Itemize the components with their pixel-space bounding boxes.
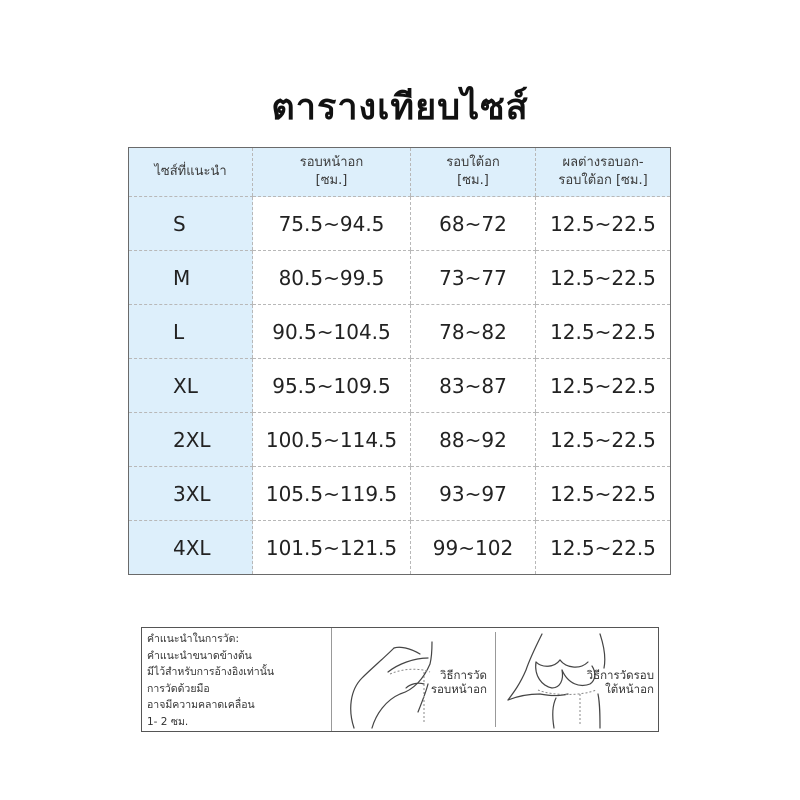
measurement-guide	[141, 627, 659, 732]
bust-cell: 95.5~109.5	[253, 359, 411, 413]
page-title: ตารางเทียบไซส์	[271, 87, 529, 128]
size-cell: 2XL	[129, 413, 253, 467]
table-row	[129, 413, 671, 467]
underbust-measurement-panel	[496, 628, 658, 731]
bust-caption-line-1: วิธีการวัด	[440, 668, 487, 682]
bust-cell: 90.5~104.5	[253, 305, 411, 359]
difference-cell: 12.5~22.5	[536, 251, 671, 305]
header-bust	[253, 148, 411, 197]
guide-line: คำแนะนำในการวัด:	[147, 633, 240, 645]
header-difference	[536, 148, 671, 197]
underbust-cell: 78~82	[411, 305, 536, 359]
header-difference-line-2: รอบใต้อก [ซม.]	[558, 173, 648, 188]
underbust-cell: 68~72	[411, 197, 536, 251]
difference-cell: 12.5~22.5	[536, 359, 671, 413]
underbust-caption	[587, 668, 654, 696]
difference-cell: 12.5~22.5	[536, 197, 671, 251]
table-row	[129, 305, 671, 359]
size-cell: 3XL	[129, 467, 253, 521]
underbust-caption-line-1: วิธีการวัดรอบ	[586, 668, 654, 682]
bust-cell: 105.5~119.5	[253, 467, 411, 521]
bust-measurement-panel	[332, 628, 495, 731]
header-underbust-line-2: [ซม.]	[457, 173, 489, 188]
guide-instructions	[142, 628, 332, 731]
header-size	[129, 148, 253, 197]
size-chart-table	[128, 147, 671, 575]
bust-cell: 101.5~121.5	[253, 521, 411, 575]
header-bust-line-2: [ซม.]	[315, 173, 348, 188]
header-underbust	[411, 148, 536, 197]
size-cell: XL	[129, 359, 253, 413]
size-cell: 4XL	[129, 521, 253, 575]
guide-line: 1- 2 ซม.	[147, 715, 189, 728]
bust-cell: 80.5~99.5	[253, 251, 411, 305]
header-bust-line-1: รอบหน้าอก	[299, 155, 364, 170]
difference-cell: 12.5~22.5	[536, 413, 671, 467]
table-row	[129, 359, 671, 413]
bust-cell: 75.5~94.5	[253, 197, 411, 251]
underbust-cell: 83~87	[411, 359, 536, 413]
underbust-cell: 73~77	[411, 251, 536, 305]
header-difference-line-1: ผลต่างรอบอก-	[562, 155, 644, 170]
difference-cell: 12.5~22.5	[536, 521, 671, 575]
size-cell: L	[129, 305, 253, 359]
underbust-cell: 88~92	[411, 413, 536, 467]
size-cell: M	[129, 251, 253, 305]
difference-cell: 12.5~22.5	[536, 467, 671, 521]
guide-line: การวัดด้วยมือ	[147, 682, 210, 695]
table-row	[129, 467, 671, 521]
bust-caption	[431, 668, 487, 696]
table-row	[129, 197, 671, 251]
bust-caption-line-2: รอบหน้าอก	[430, 682, 487, 696]
guide-line: มีไว้สำหรับการอ้างอิงเท่านั้น	[147, 666, 275, 678]
underbust-cell: 93~97	[411, 467, 536, 521]
difference-cell: 12.5~22.5	[536, 305, 671, 359]
table-row	[129, 521, 671, 575]
header-underbust-line-1: รอบใต้อก	[446, 155, 500, 170]
underbust-cell: 99~102	[411, 521, 536, 575]
guide-line: อาจมีความคลาดเคลื่อน	[147, 699, 255, 711]
guide-line: คำแนะนำขนาดข้างต้น	[147, 649, 252, 662]
table-row	[129, 251, 671, 305]
header-size-line-1: ไซส์ที่แนะนำ	[154, 164, 227, 179]
table-header-row	[129, 148, 671, 197]
bust-cell: 100.5~114.5	[253, 413, 411, 467]
size-cell: S	[129, 197, 253, 251]
underbust-caption-line-2: ใต้หน้าอก	[605, 682, 654, 696]
